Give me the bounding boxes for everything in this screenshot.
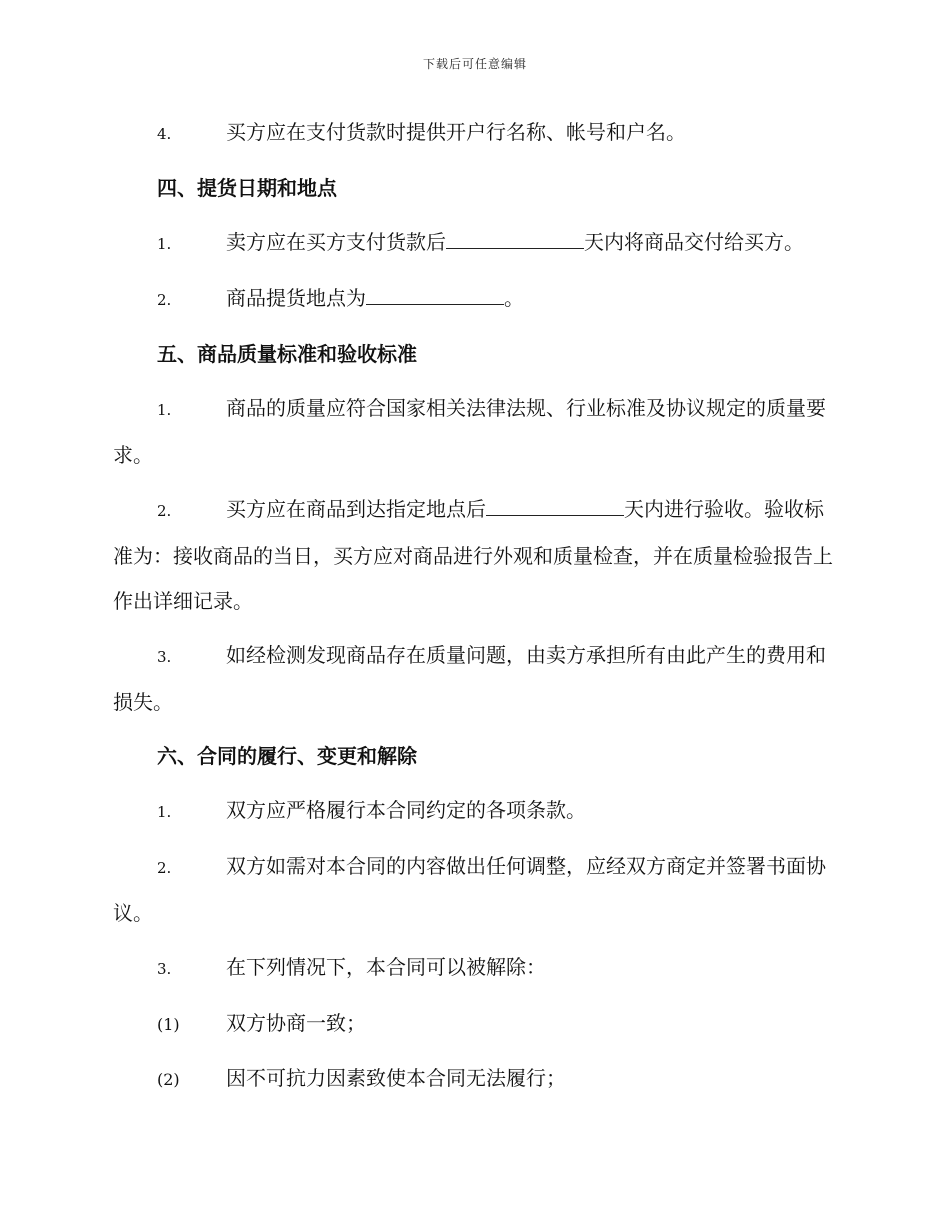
clause-text: 商品的质量应符合国家相关法律法规、行业标准及协议规定的质量要求。 xyxy=(113,396,826,467)
clause-text: 如经检测发现商品存在质量问题，由卖方承担所有由此产生的费用和损失。 xyxy=(113,643,826,714)
clause-text: 双方应严格履行本合同约定的各项条款。 xyxy=(226,798,586,822)
clause-number: 4. xyxy=(157,125,172,143)
clause-payment-4 xyxy=(113,110,838,157)
clause-performance-3 xyxy=(113,945,838,992)
clause-text: 双方协商一致； xyxy=(226,1011,366,1035)
clause-text-before: 商品提货地点为 xyxy=(226,286,366,310)
clause-text-after: 。 xyxy=(504,286,524,310)
clause-delivery-1 xyxy=(113,220,838,267)
clause-text: 因不可抗力因素致使本合同无法履行； xyxy=(226,1066,566,1090)
document-body xyxy=(113,110,838,1111)
clause-number: 3. xyxy=(157,648,172,666)
clause-number: 1. xyxy=(157,235,172,253)
clause-number: 2. xyxy=(157,502,172,520)
section-heading-performance: 六、合同的履行、变更和解除 xyxy=(157,744,417,768)
clause-number: 3. xyxy=(157,960,172,978)
clause-quality-1 xyxy=(113,386,838,478)
section-heading-delivery: 四、提货日期和地点 xyxy=(157,176,337,200)
clause-termination-2 xyxy=(113,1056,838,1102)
fill-in-blank[interactable] xyxy=(366,286,504,305)
clause-quality-2 xyxy=(113,487,838,624)
clause-text-before: 买方应在商品到达指定地点后 xyxy=(226,497,486,521)
clause-quality-3 xyxy=(113,633,838,725)
clause-text: 双方如需对本合同的内容做出任何调整，应经双方商定并签署书面协议。 xyxy=(113,854,826,925)
clause-text: 在下列情况下，本合同可以被解除： xyxy=(226,955,546,979)
header-note: 下载后可任意编辑 xyxy=(422,57,527,71)
clause-text-before: 卖方应在买方支付货款后 xyxy=(226,230,446,254)
clause-number: (1) xyxy=(157,1015,180,1034)
clause-number: 1. xyxy=(157,803,172,821)
clause-termination-1 xyxy=(113,1001,838,1047)
clause-performance-1 xyxy=(113,788,838,835)
clause-text: 买方应在支付货款时提供开户行名称、帐号和户名。 xyxy=(226,120,686,144)
clause-text-after: 天内进行验收。验收标准为：接收商品的当日，买方应对商品进行外观和质量检查，并在质量检验报告上作出详细记录。 xyxy=(113,497,833,613)
clause-number: (2) xyxy=(157,1070,180,1089)
clause-number: 2. xyxy=(157,859,172,877)
clause-text-after: 天内将商品交付给买方。 xyxy=(584,230,804,254)
section-heading-quality: 五、商品质量标准和验收标准 xyxy=(157,342,417,366)
clause-delivery-2 xyxy=(113,276,838,323)
fill-in-blank[interactable] xyxy=(486,497,624,516)
fill-in-blank[interactable] xyxy=(446,230,584,249)
clause-performance-2 xyxy=(113,844,838,936)
clause-number: 1. xyxy=(157,401,172,419)
clause-number: 2. xyxy=(157,291,172,309)
